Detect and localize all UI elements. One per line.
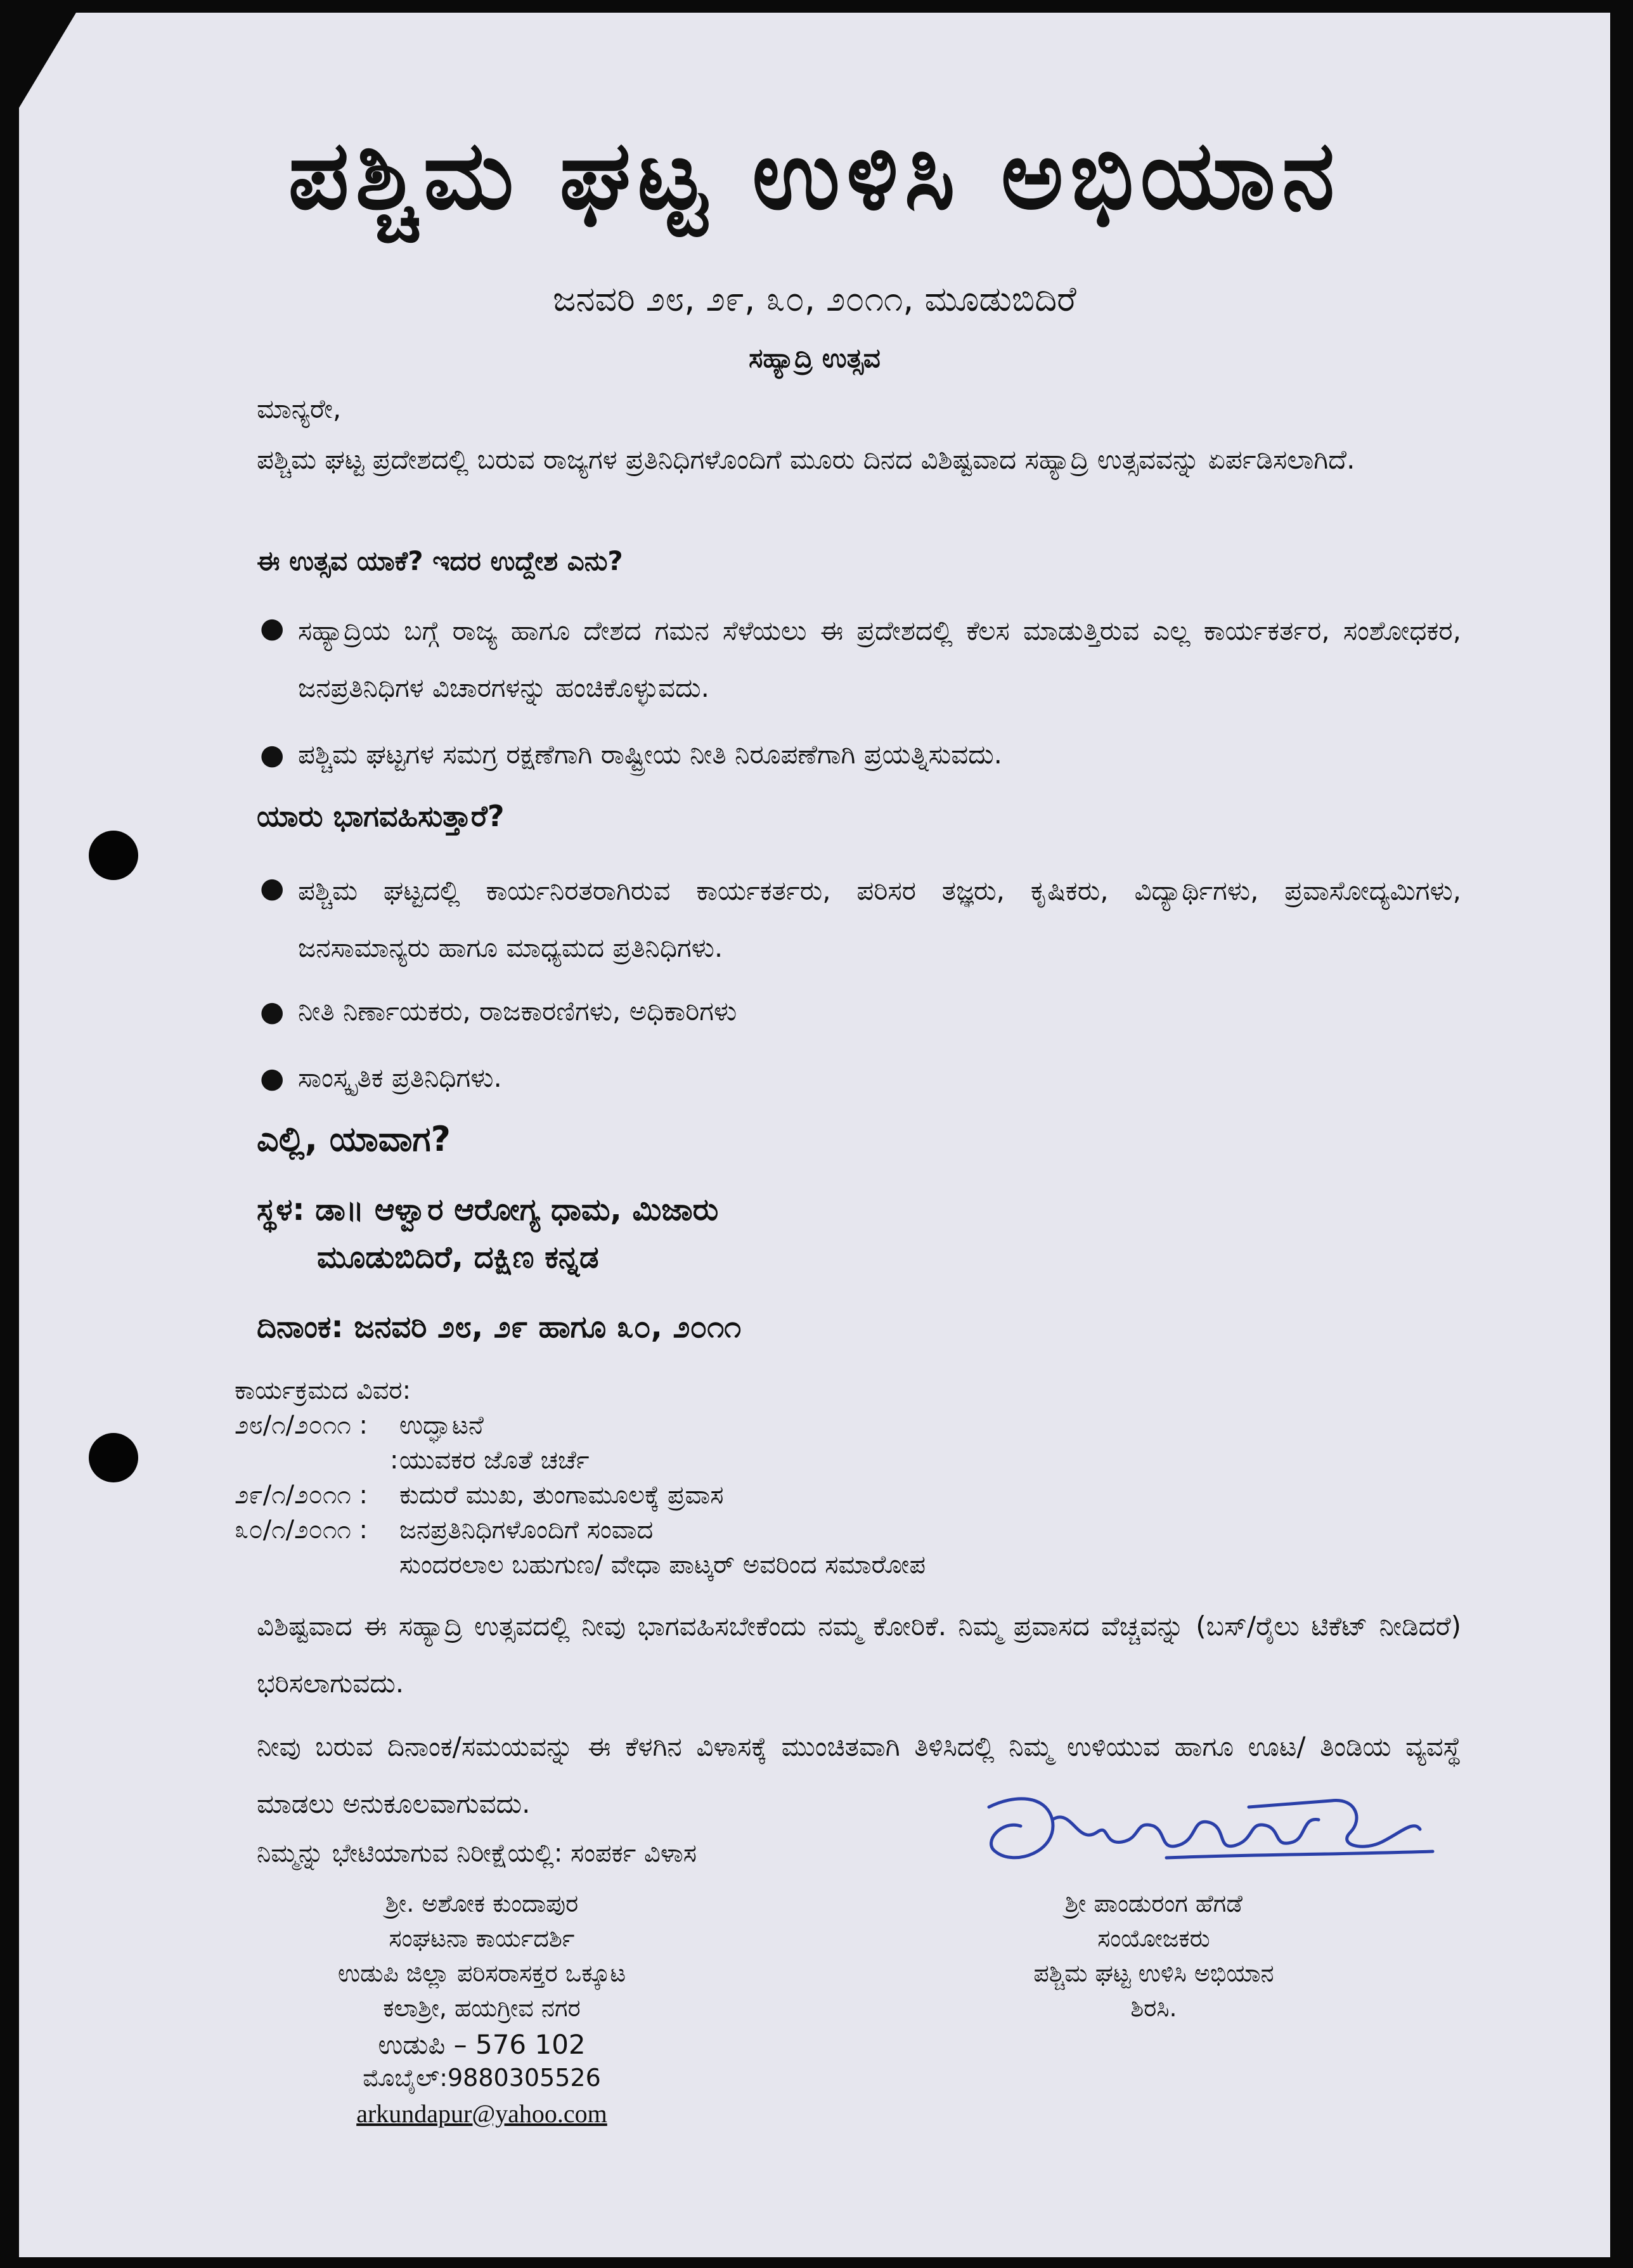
who-heading: ಯಾರು ಭಾಗವಹಿಸುತ್ತಾರೆ? — [257, 799, 505, 833]
bullet-icon: ● — [260, 872, 285, 904]
letter-page — [19, 13, 1610, 2257]
schedule-date: ೨೯/೧/೨೦೧೧ : — [235, 1481, 368, 1510]
schedule-date: ೩೦/೧/೨೦೧೧ : — [235, 1515, 368, 1545]
schedule-date: ೨೮/೧/೨೦೧೧ : — [235, 1411, 368, 1440]
schedule-item: ಕುದುರೆ ಮುಖ, ತುಂಗಾಮೂಲಕ್ಕೆ ಪ್ರವಾಸ — [399, 1481, 724, 1510]
who-item-2: ನೀತಿ ನಿರ್ಣಾಯಕರು, ರಾಜಕಾರಣಿಗಳು, ಅಧಿಕಾರಿಗಳು — [298, 995, 737, 1027]
why-item-1: ಸಹ್ಯಾದ್ರಿಯ ಬಗ್ಗೆ ರಾಜ್ಯ ಹಾಗೂ ದೇಶದ ಗಮನ ಸೆಳೆಯಲು ಈ ಪ್ರದೇಶದಲ್ಲಿ ಕೆಲಸ ಮಾಡುತ್ತಿರುವ ಎಲ್ಲ ಕಾರ್ಯಕರ್ತರ, ಸಂಶೋಧಕರ, ಜನಪ್ರತಿನಿಧಿಗಳ ವಿಚಾರಗಳನ್ನು ಹಂಚಿಕೊಳ್ಳುವದು. — [298, 615, 1461, 703]
contact-right-org: ಪಶ್ಚಿಮ ಘಟ್ಟ ಉಳಿಸಿ ಅಭಿಯಾನ — [1033, 1959, 1274, 1987]
contact-right-place: ಶಿರಸಿ. — [1130, 1994, 1177, 2022]
contact-email-link[interactable] — [285, 2099, 678, 2129]
arrangement-paragraph: ನೀವು ಬರುವ ದಿನಾಂಕ/ಸಮಯವನ್ನು ಈ ಕೆಳಗಿನ ವಿಳಾಸಕ್ಕೆ ಮುಂಚಿತವಾಗಿ ತಿಳಿಸಿದಲ್ಲಿ ನಿಮ್ಮ ಉಳಿಯುವ ಹಾಗೂ ಊಟ/ ತಿಂಡಿಯ ವ್ಯವಸ್ಥೆ ಮಾಡಲು ಅನುಕೂಲವಾಗುವದು. — [257, 1731, 1461, 1819]
request-paragraph: ವಿಶಿಷ್ಟವಾದ ಈ ಸಹ್ಯಾದ್ರಿ ಉತ್ಸವದಲ್ಲಿ ನೀವು ಭಾಗವಹಿಸಬೇಕೆಂದು ನಮ್ಮ ಕೋರಿಕೆ. ನಿಮ್ಮ ಪ್ರವಾಸದ ವೆಚ್ಚವನ್ನು (ಬಸ್/ರೈಲು ಟಿಕೆಟ್ ನೀಡಿದರೆ) ಭರಿಸಲಾಗುವದು. — [257, 1610, 1461, 1699]
schedule-item: ಯುವಕರ ಜೊತೆ ಚರ್ಚೆ — [399, 1446, 590, 1475]
bullet-icon: ● — [260, 1062, 285, 1094]
punch-hole — [89, 831, 138, 880]
punch-hole — [89, 1433, 138, 1482]
venue-line-2: ಮೂಡುಬಿದಿರೆ, ದಕ್ಷಿಣ ಕನ್ನಡ — [317, 1240, 599, 1275]
event-dates-place: ಜನವರಿ ೨೮, ೨೯, ೩೦, ೨೦೧೧, ಮೂಡುಬಿದಿರೆ — [553, 279, 1076, 319]
intro-paragraph: ಪಶ್ಚಿಮ ಘಟ್ಟ ಪ್ರದೇಶದಲ್ಲಿ ಬರುವ ರಾಜ್ಯಗಳ ಪ್ರತಿನಿಧಿಗಳೊಂದಿಗೆ ಮೂರು ದಿನದ ವಿಶಿಷ್ಟವಾದ ಸಹ್ಯಾದ್ರಿ ಉತ್ಸವವನ್ನು ಏರ್ಪಡಿಸಲಾಗಿದೆ. — [257, 444, 1355, 475]
schedule-date: : — [390, 1446, 399, 1475]
contact-right-role: ಸಂಯೋಜಕರು — [1097, 1924, 1210, 1952]
contact-left-name: ಶ್ರೀ. ಅಶೋಕ ಕುಂದಾಪುರ — [385, 1889, 579, 1917]
salutation: ಮಾನ್ಯರೇ, — [257, 393, 342, 424]
who-item-3: ಸಾಂಸ್ಕೃತಿಕ ಪ್ರತಿನಿಧಿಗಳು. — [298, 1062, 502, 1093]
why-item-2: ಪಶ್ಚಿಮ ಘಟ್ಟಗಳ ಸಮಗ್ರ ರಕ್ಷಣೆಗಾಗಿ ರಾಷ್ಟ್ರೀಯ ನೀತಿ ನಿರೂಪಣೆಗಾಗಿ ಪ್ರಯತ್ನಿಸುವದು. — [298, 739, 1003, 770]
folded-corner — [19, 13, 76, 108]
event-subtitle: ಸಹ್ಯಾದ್ರಿ ಉತ್ಸವ — [749, 342, 881, 373]
schedule-item: ಉದ್ಘಾಟನೆ — [399, 1411, 484, 1440]
schedule-item: ಸುಂದರಲಾಲ ಬಹುಗುಣ/ ವೇಧಾ ಪಾಟ್ಕರ್ ಅವರಿಂದ ಸಮಾರೋಪ — [399, 1550, 926, 1579]
contact-right-name: ಶ್ರೀ ಪಾಂಡುರಂಗ ಹೆಗಡೆ — [1064, 1889, 1243, 1917]
event-dates: ದಿನಾಂಕ: ಜನವರಿ ೨೮, ೨೯ ಹಾಗೂ ೩೦, ೨೦೧೧ — [257, 1309, 742, 1345]
who-item-1: ಪಶ್ಚಿಮ ಘಟ್ಟದಲ್ಲಿ ಕಾರ್ಯನಿರತರಾಗಿರುವ ಕಾರ್ಯಕರ್ತರು, ಪರಿಸರ ತಜ್ಞರು, ಕೃಷಿಕರು, ವಿದ್ಯಾರ್ಥಿಗಳು, ಪ್ರವಾಸೋದ್ಯಮಿಗಳು, ಜನಸಾಮಾನ್ಯರು ಹಾಗೂ ಮಾಧ್ಯಮದ ಪ್ರತಿನಿಧಿಗಳು. — [298, 875, 1461, 963]
contact-left-address: ಕಲಾಶ್ರೀ, ಹಯಗ್ರೀವ ನಗರ — [383, 1994, 581, 2022]
bullet-icon: ● — [260, 739, 285, 771]
contact-left-org: ಉಡುಪಿ ಜಿಲ್ಲಾ ಪರಿಸರಾಸಕ್ತರ ಒಕ್ಕೂಟ — [337, 1959, 626, 1987]
bullet-icon: ● — [260, 995, 285, 1028]
page-title: ಪಶ್ಚಿಮ ಘಟ್ಟ ಉಳಿಸಿ ಅಭಿಯಾನ — [288, 120, 1341, 231]
contact-left-email[interactable]: arkundapur@yahoo.com — [356, 2099, 607, 2128]
contact-left-role: ಸಂಘಟನಾ ಕಾರ್ಯದರ್ಶಿ — [389, 1924, 575, 1952]
contact-left-mobile: ಮೊಬೈಲ್:9880305526 — [363, 2064, 601, 2092]
why-heading: ಈ ಉತ್ಸವ ಯಾಕೆ? ಇದರ ಉದ್ದೇಶ ಎನು? — [257, 545, 623, 576]
closing-line: ನಿಮ್ಮನ್ನು ಭೇಟಿಯಾಗುವ ನಿರೀಕ್ಷೆಯಲ್ಲಿ: ಸಂಪರ್ಕ ವಿಳಾಸ — [257, 1839, 697, 1868]
where-when-heading: ಎಲ್ಲಿ, ಯಾವಾಗ? — [257, 1119, 451, 1159]
bullet-icon: ● — [260, 612, 285, 644]
signature — [976, 1782, 1445, 1877]
schedule-heading: ಕಾರ್ಯಕ್ರಮದ ವಿವರ: — [235, 1376, 411, 1405]
contact-left-city: ಉಡುಪಿ – 576 102 — [378, 2029, 586, 2060]
venue-line-1: ಸ್ಥಳ: ಡಾ॥ ಆಳ್ವಾರ ಆರೋಗ್ಯ ಧಾಮ, ಮಿಜಾರು — [257, 1192, 719, 1228]
schedule-item: ಜನಪ್ರತಿನಿಧಿಗಳೊಂದಿಗೆ ಸಂವಾದ — [399, 1515, 654, 1545]
signature-scribble — [976, 1782, 1445, 1877]
